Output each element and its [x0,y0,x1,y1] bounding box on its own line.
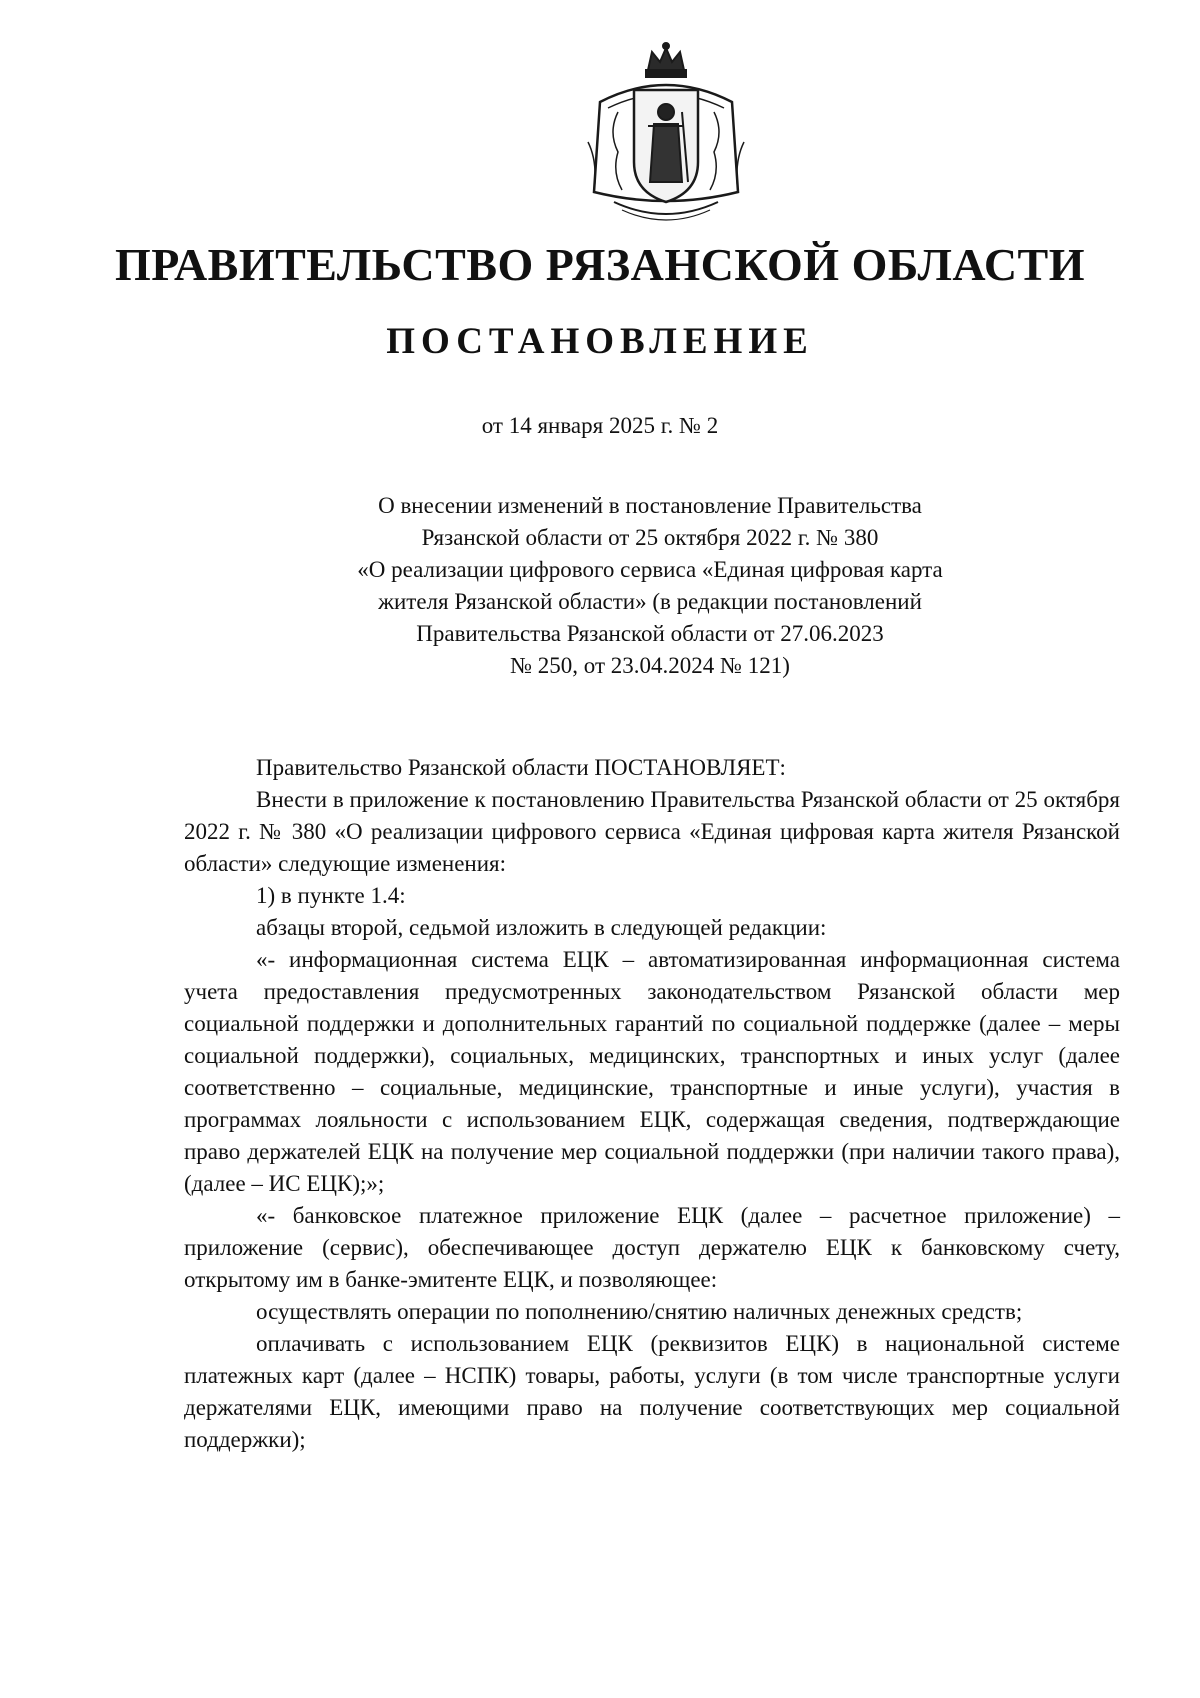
body-paragraph: оплачивать с использованием ЕЦК (реквизитов ЕЦК) в национальной системе платежных карт (далее – НСПК) товары, работы, услуги (в том числе транспортные услуги держателями ЕЦК, имеющими право на получение соответствующих мер социальной поддержки); [184,1331,1120,1452]
document-type-heading: ПОСТАНОВЛЕНИЕ [386,321,814,362]
body-paragraph: «- информационная система ЕЦК – автоматизированная информационная система учета предоставления предусмотренных законодательством Рязанской области мер социальной поддержки и дополнительных гарантий по социальной поддержке (далее – меры социальной поддержки), социальных, медицинских, транспортных и иных услуг (далее соответственно – социальные, медицинские, транспортные и иные услуги), участия в программах лояльности с использованием ЕЦК, содержащая сведения, подтверждающие право держателей ЕЦК на получение мер социальной поддержки (при наличии такого права), (далее – ИС ЕЦК);»; [184,947,1120,1196]
body-paragraph: осуществлять операции по пополнению/снятию наличных денежных средств; [256,1299,1023,1324]
body-paragraph: абзацы второй, седьмой изложить в следующей редакции: [256,915,827,940]
body-paragraph: Внести в приложение к постановлению Правительства Рязанской области от 25 октября 2022 г. № 380 «О реализации цифрового сервиса «Единая цифровая карта жителя Рязанской области» следующие изменения: [184,787,1120,876]
body-paragraph: Правительство Рязанской области ПОСТАНОВЛЯЕТ: [256,755,786,780]
body-paragraph: 1) в пункте 1.4: [256,883,406,908]
organization-title: ПРАВИТЕЛЬСТВО РЯЗАНСКОЙ ОБЛАСТИ [114,239,1086,290]
subject-line: жителя Рязанской области» (в редакции постановлений [378,589,922,614]
coat-of-arms-emblem [578,42,754,222]
document-date-number: от 14 января 2025 г. № 2 [481,413,719,438]
subject-line: № 250, от 23.04.2024 № 121) [510,653,790,678]
document-subject [270,490,1030,682]
subject-line: Правительства Рязанской области от 27.06.2023 [416,621,884,646]
body-paragraph: «- банковское платежное приложение ЕЦК (далее – расчетное приложение) – приложение (сервис), обеспечивающее доступ держателю ЕЦК к банковскому счету, открытому им в банке-эмитенте ЕЦК, и позволяющее: [184,1203,1120,1292]
subject-line: О внесении изменений в постановление Правительства [378,493,922,518]
subject-line: «О реализации цифрового сервиса «Единая цифровая карта [357,557,943,582]
subject-line: Рязанской области от 25 октября 2022 г. № 380 [421,525,879,550]
document-body [184,752,1120,1456]
